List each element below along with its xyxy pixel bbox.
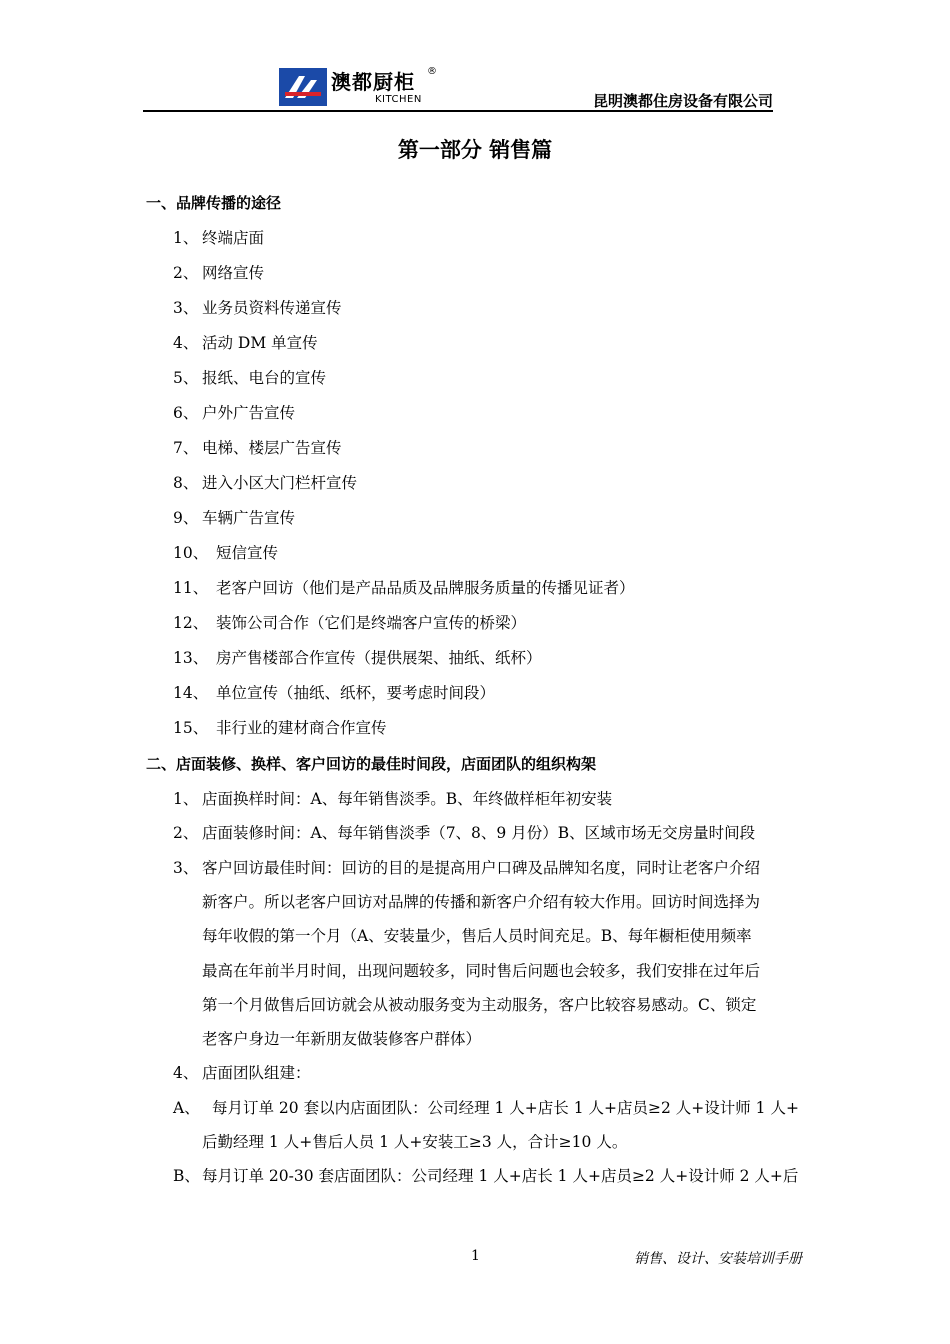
list-item-text: 户外广告宣传	[202, 404, 296, 422]
list-item-number: 5、	[173, 369, 199, 387]
list-item-number: 2、	[173, 264, 199, 282]
page-header	[143, 64, 773, 112]
list-item-text: 电梯、楼层广告宣传	[202, 439, 342, 457]
list-item-text: 业务员资料传递宣传	[202, 299, 342, 317]
list-item-number: 3、	[173, 859, 199, 877]
brand-logo	[279, 68, 445, 108]
list-item-number: 1、	[173, 229, 199, 247]
list-item-number: 4、	[173, 1064, 199, 1082]
list-item-number: A、	[173, 1099, 200, 1117]
list-item-number: 12、	[173, 614, 209, 632]
list-item-number: 8、	[173, 474, 199, 492]
paragraph-line: 第一个月做售后回访就会从被动服务变为主动服务，客户比较容易感动。C、锁定	[202, 996, 757, 1014]
page-number: 1	[471, 1248, 480, 1264]
list-item-text: 终端店面	[202, 229, 265, 247]
paragraph-line: 每月订单 20-30 套店面团队：公司经理 1 人+店长 1 人+店员≥2 人+设计师 2 人+后	[202, 1167, 799, 1185]
list-item-number: 14、	[173, 684, 209, 702]
footer-manual-title: 销售、设计、安装培训手册	[634, 1251, 802, 1267]
list-item-number: 11、	[173, 579, 209, 597]
list-item-text: 网络宣传	[202, 264, 265, 282]
list-item-number: 10、	[173, 544, 209, 562]
section-1-heading: 一、品牌传播的途径	[146, 194, 282, 212]
list-item-text: 房产售楼部合作宣传（提供展架、抽纸、纸杯）	[216, 649, 542, 667]
list-item-text: 报纸、电台的宣传	[202, 369, 327, 387]
paragraph-line: 每月订单 20 套以内店面团队：公司经理 1 人+店长 1 人+店员≥2 人+设计师 1 人+	[212, 1099, 799, 1117]
list-item-text: 进入小区大门栏杆宣传	[202, 474, 358, 492]
list-item-text: 非行业的建材商合作宣传	[216, 719, 387, 737]
paragraph-line: 后勤经理 1 人+售后人员 1 人+安装工≥3 人，合计≥10 人。	[202, 1133, 628, 1151]
list-item-text: 活动 DM 单宣传	[202, 334, 318, 352]
list-item-number: B、	[173, 1167, 200, 1185]
paragraph-line: 每年收假的第一个月（A、安装量少，售后人员时间充足。B、每年橱柜使用频率	[202, 927, 752, 945]
list-item-number: 3、	[173, 299, 199, 317]
paragraph-line: 店面装修时间：A、每年销售淡季（7、8、9 月份）B、区域市场无交房量时间段	[202, 824, 756, 842]
list-item-text: 车辆广告宣传	[202, 509, 296, 527]
paragraph-line: 店面换样时间：A、每年销售淡季。B、年终做样柜年初安装	[202, 790, 613, 808]
page-title: 第一部分 销售篇	[397, 138, 553, 162]
paragraph-line: 店面团队组建：	[202, 1064, 311, 1082]
logo-registered-mark: ®	[427, 66, 437, 77]
list-item-number: 9、	[173, 509, 199, 527]
list-item-number: 4、	[173, 334, 199, 352]
logo-mark-icon	[279, 68, 327, 106]
list-item-text: 短信宣传	[216, 544, 279, 562]
list-item-number: 1、	[173, 790, 199, 808]
paragraph-line: 老客户身边一年新朋友做装修客户群体）	[202, 1030, 482, 1048]
list-item-number: 2、	[173, 824, 199, 842]
company-name: 昆明澳都住房设备有限公司	[592, 92, 773, 110]
list-item-number: 7、	[173, 439, 199, 457]
section-2-heading: 二、店面装修、换样、客户回访的最佳时间段，店面团队的组织构架	[146, 755, 597, 773]
logo-cn-text: 澳都厨柜	[331, 70, 415, 94]
list-item-number: 6、	[173, 404, 199, 422]
list-item-number: 13、	[173, 649, 209, 667]
list-item-text: 老客户回访（他们是产品品质及品牌服务质量的传播见证者）	[216, 579, 635, 597]
paragraph-line: 客户回访最佳时间：回访的目的是提高用户口碑及品牌知名度，同时让老客户介绍	[202, 859, 761, 877]
list-item-text: 单位宣传（抽纸、纸杯，要考虑时间段）	[216, 684, 496, 702]
paragraph-line: 最高在年前半月时间，出现问题较多，同时售后问题也会较多，我们安排在过年后	[202, 962, 761, 980]
logo-en-text: KITCHEN	[375, 94, 422, 105]
list-item-text: 装饰公司合作（它们是终端客户宣传的桥梁）	[216, 614, 527, 632]
paragraph-line: 新客户。所以老客户回访对品牌的传播和新客户介绍有较大作用。回访时间选择为	[202, 893, 761, 911]
list-item-number: 15、	[173, 719, 209, 737]
